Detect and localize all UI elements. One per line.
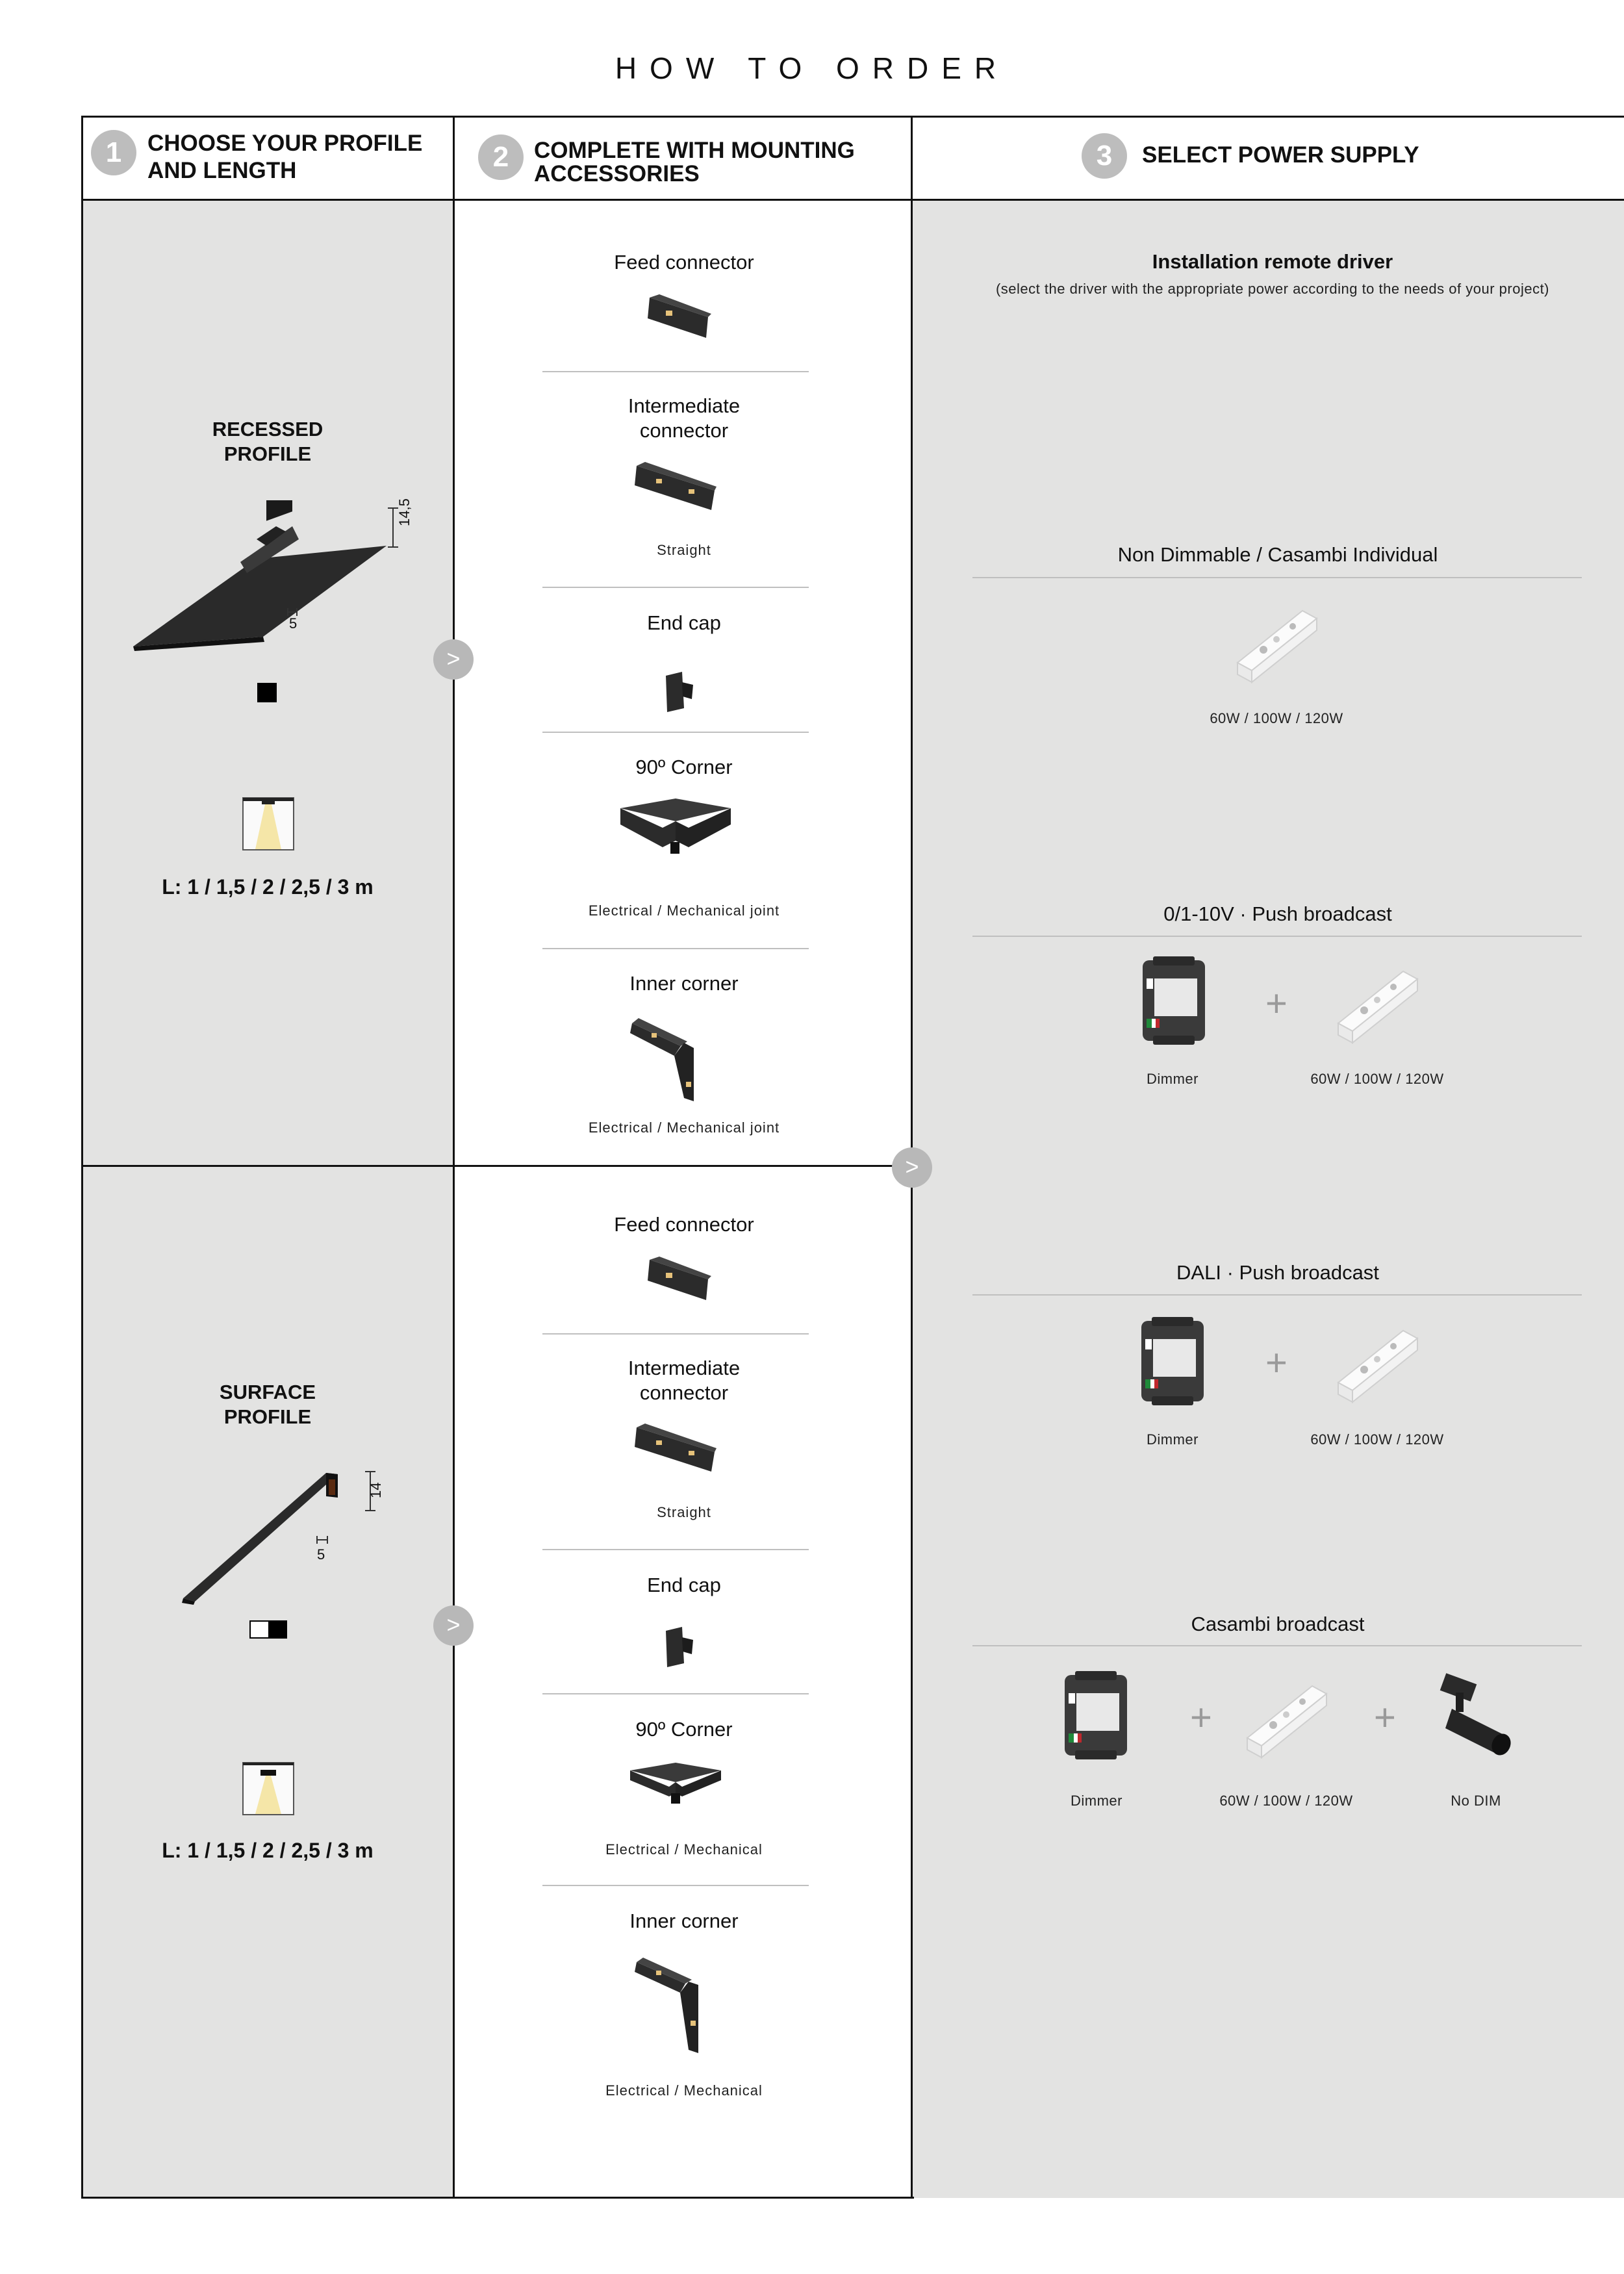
recessed-title-line2: PROFILE [223, 442, 312, 465]
ps-option-0-10v-title: 0/1-10V · Push broadcast [1163, 902, 1392, 925]
step-1-label-line1: CHOOSE YOUR PROFILE [147, 131, 423, 156]
acc-r-separator-2 [542, 587, 809, 588]
arrow-surface-to-accessories: > [433, 1605, 474, 1646]
dimmer-device-icon [1056, 1670, 1137, 1761]
surface-profile-title [82, 1380, 453, 1429]
driver-white-icon [1241, 1673, 1332, 1764]
acc-s-intermediate-line2: connector [639, 1381, 729, 1404]
step-2-label [534, 139, 855, 186]
recessed-title-line1: RECESSED [212, 418, 324, 441]
step-3-label: SELECT POWER SUPPLY [1142, 142, 1419, 168]
recessed-dim-height: 14,5 [396, 498, 412, 526]
acc-s-intermediate-line1: Intermediate [628, 1357, 741, 1379]
white-swatch [251, 1622, 268, 1637]
table-top-border [81, 116, 1624, 118]
surface-dim-width: 5 [317, 1546, 325, 1563]
white-black-finish-swatch [249, 1620, 287, 1639]
acc-r-separator-4 [542, 948, 809, 949]
page-title: HOW TO ORDER [615, 51, 1009, 85]
dimmer-device-icon [1134, 955, 1215, 1046]
table-bottom-border [81, 2197, 914, 2199]
plus-sign: + [1265, 982, 1288, 1025]
ps-option-4-power: 60W / 100W / 120W [1219, 1793, 1353, 1809]
recessed-length: L: 1 / 1,5 / 2 / 2,5 / 3 m [162, 875, 374, 899]
row-divider [81, 1165, 914, 1167]
ps-option-2-dimmer: Dimmer [1147, 1071, 1199, 1087]
acc-s-corner-title: 90º Corner [635, 1718, 733, 1741]
ps-option-non-dimmable-title: Non Dimmable / Casambi Individual [1117, 543, 1438, 566]
surface-profile-image [175, 1465, 390, 1608]
surface-dim-height: 14 [368, 1482, 384, 1498]
acc-s-feed-connector-title: Feed connector [614, 1213, 754, 1236]
power-supply-column-panel [912, 200, 1624, 2198]
recessed-light-beam-icon [242, 797, 294, 850]
dimmer-device-icon [1132, 1316, 1213, 1407]
step-2-badge: 2 [478, 134, 524, 180]
inner-corner-icon [629, 1010, 707, 1105]
step-1-label [147, 130, 422, 185]
feed-connector-icon [646, 291, 711, 343]
acc-s-intermediate-title [455, 1356, 913, 1405]
step-1-badge: 1 [91, 130, 136, 175]
acc-r-intermediate-title [455, 394, 913, 443]
step-1-label-line2: AND LENGTH [147, 158, 297, 183]
acc-s-corner-sub: Electrical / Mechanical [605, 1841, 763, 1858]
acc-s-endcap-title: End cap [647, 1574, 721, 1596]
driver-white-icon [1332, 958, 1423, 1049]
recessed-profile-image [127, 500, 419, 656]
ps-option-dali-title: DALI · Push broadcast [1176, 1261, 1379, 1284]
black-finish-swatch [257, 683, 277, 702]
ps-option-casambi-title: Casambi broadcast [1191, 1613, 1365, 1635]
acc-r-intermediate-line2: connector [639, 419, 729, 442]
end-cap-icon [659, 669, 698, 715]
acc-r-separator-3 [542, 732, 809, 733]
recessed-dim-width: 5 [289, 615, 298, 632]
spotlight-icon [1432, 1673, 1523, 1764]
driver-white-icon [1231, 598, 1322, 689]
surface-length: L: 1 / 1,5 / 2 / 2,5 / 3 m [162, 1839, 374, 1862]
acc-r-endcap-title: End cap [647, 611, 721, 634]
ps-option-2-power: 60W / 100W / 120W [1310, 1071, 1444, 1087]
acc-s-separator-4 [542, 1885, 809, 1886]
plus-sign: + [1374, 1696, 1396, 1739]
surface-title-line1: SURFACE [219, 1381, 316, 1403]
plus-sign: + [1190, 1696, 1212, 1739]
acc-r-feed-connector-title: Feed connector [614, 251, 754, 274]
acc-s-separator-3 [542, 1693, 809, 1694]
black-swatch [268, 1622, 286, 1637]
intermediate-connector-icon [633, 1420, 718, 1475]
arrow-recessed-to-accessories: > [433, 639, 474, 680]
arrow-accessories-to-power: > [892, 1147, 932, 1188]
ps-option-3-separator [972, 1294, 1582, 1296]
install-remote-driver-sub: (select the driver with the appropriate power according to the needs of your project) [995, 281, 1550, 297]
ps-option-4-dimmer: Dimmer [1071, 1793, 1123, 1809]
acc-r-corner-sub: Electrical / Mechanical joint [588, 902, 780, 919]
end-cap-icon [659, 1624, 698, 1670]
ps-option-3-dimmer: Dimmer [1147, 1431, 1199, 1448]
step-3-badge: 3 [1082, 133, 1127, 179]
corner-90-icon [617, 795, 734, 860]
acc-s-inner-corner-sub: Electrical / Mechanical [605, 2082, 763, 2099]
plus-sign: + [1265, 1342, 1288, 1384]
ps-option-1-power: 60W / 100W / 120W [1210, 710, 1343, 726]
ps-option-4-nodim: No DIM [1451, 1793, 1501, 1809]
surface-light-beam-icon [242, 1762, 294, 1815]
feed-connector-icon [646, 1253, 711, 1305]
acc-r-inner-corner-sub: Electrical / Mechanical joint [588, 1119, 780, 1136]
acc-s-separator-1 [542, 1333, 809, 1335]
driver-white-icon [1332, 1318, 1423, 1409]
corner-90-icon [627, 1757, 724, 1809]
surface-title-line2: PROFILE [223, 1405, 312, 1428]
install-remote-driver-title: Installation remote driver [1152, 250, 1393, 273]
acc-s-intermediate-sub: Straight [657, 1504, 711, 1520]
inner-corner-icon [633, 1952, 711, 2056]
ps-option-4-separator [972, 1645, 1582, 1646]
acc-s-inner-corner-title: Inner corner [629, 1910, 739, 1932]
ps-option-3-power: 60W / 100W / 120W [1310, 1431, 1444, 1448]
step-2-label-line1: COMPLETE WITH MOUNTING [534, 138, 855, 163]
ps-option-2-separator [972, 936, 1582, 937]
acc-r-intermediate-line1: Intermediate [628, 394, 741, 417]
intermediate-connector-icon [633, 458, 718, 513]
acc-r-corner-title: 90º Corner [635, 756, 733, 778]
ps-option-1-separator [972, 577, 1582, 578]
header-bottom-border [81, 199, 1624, 201]
acc-r-inner-corner-title: Inner corner [629, 972, 739, 995]
recessed-profile-title [82, 417, 453, 466]
step-2-label-line2: ACCESSORIES [534, 161, 700, 186]
acc-r-intermediate-sub: Straight [657, 542, 711, 558]
acc-s-separator-2 [542, 1549, 809, 1550]
acc-r-separator-1 [542, 371, 809, 372]
